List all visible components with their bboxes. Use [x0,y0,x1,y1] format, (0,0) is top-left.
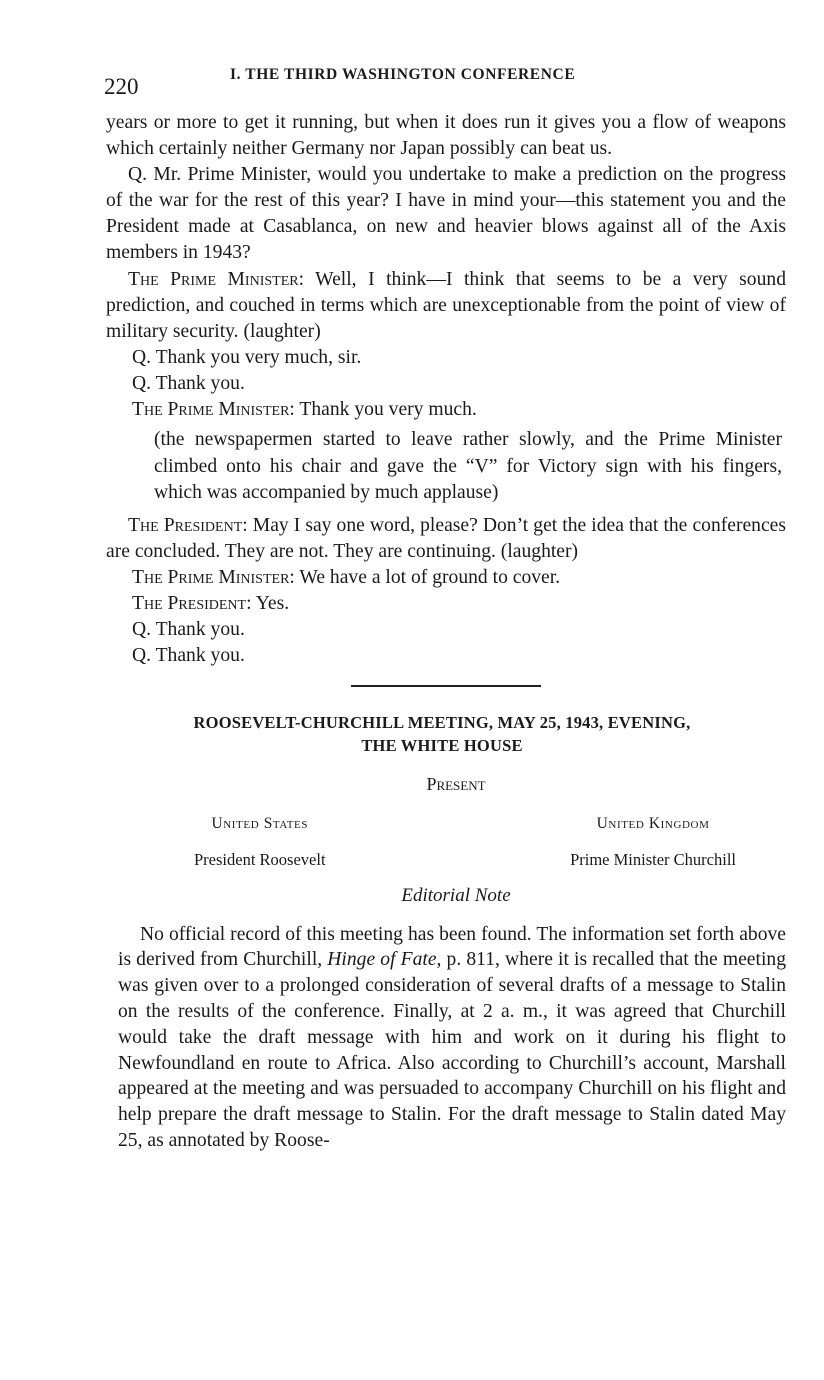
attendee-uk [570,811,736,873]
attendee-us [194,811,326,873]
speaker-name: The Prime Minister [128,268,299,290]
speaker-name: The Prime Minister [132,399,290,421]
speaker-name: The President [132,592,247,614]
paragraph: years or more to get it running, but when it does run it gives you a flow of weapons which certainly neither Germany nor Japan possibly can beat us. [106,112,786,160]
paragraph [106,267,786,345]
paragraph [106,397,786,423]
speaker-name: The Prime Minister [132,566,290,588]
paragraph: Q. Thank you. [132,645,245,667]
speech-text: : Well, I think—I think that seems to be a very sound prediction, and couched in terms which are unexceptionable from the point of view of military security. (laughter) [106,268,786,342]
paragraph [106,565,786,591]
attendee-name: Prime Minister Churchill [570,850,736,870]
speech-text: : May I say one word, please? Don’t get the idea that the conferences are concluded. They are not. They are continuing. (laughter) [106,514,786,562]
speech-text: : Thank you very much. [289,399,477,421]
page-number: 220 [104,74,139,99]
attendees [106,811,786,873]
paragraph: Q. Thank you. [132,372,245,394]
country-label: United States [211,815,309,833]
paragraph: Q. Thank you. [132,619,245,640]
editorial-note-text [118,922,786,1154]
page-body [106,110,786,1154]
paragraph: Q. Mr. Prime Minister, would you undertake to make a prediction on the progress of the war for the rest of this year? I have in mind your—this statement you and the President made at Casablanca, on new and heavier blows against all of the Axis members in 1943? [106,164,786,264]
present-label: Present [426,774,486,795]
meeting-title-line: THE WHITE HOUSE [361,736,523,756]
editorial-note-heading: Editorial Note [401,885,511,907]
running-title: I. THE THIRD WASHINGTON CONFERENCE [230,66,576,83]
note-text: No official record of this meeting has been found. The information set forth above is derived from Churchill, [118,923,786,971]
stage-direction: (the newspapermen started to leave rather slowly, and the Prime Minister climbed onto his chair and gave the “V” for Victory sign with his fingers, which was accompanied by much applause) [154,429,782,504]
book-title: Hinge of Fate [327,949,437,971]
meeting-heading [106,711,786,757]
paragraph [106,513,786,565]
speaker-name: The President [128,514,243,536]
meeting-title-line: ROOSEVELT-CHURCHILL MEETING, MAY 25, 1943, EVENING, [193,713,691,733]
speech-text: : We have a lot of ground to cover. [289,566,561,588]
attendee-name: President Roosevelt [194,850,326,870]
note-text: , p. 811, where it is recalled that the meeting was given over to a prolonged consideration of several drafts of a message to Stalin on the results of the conference. Finally, at 2 a. m., it was agreed that Churchill would take the draft message with him and work on it during his flight to Newfoundland en route to Africa. Also according to Churchill’s account, Marshall appeared at the meeting and was persuaded to accompany Churchill on his flight and help prepare the draft message to Stalin. For the draft message to Stalin dated May 25, as annotated by Roose- [118,949,786,1151]
speech-text: : Yes. [246,592,290,614]
country-label: United Kingdom [596,815,710,833]
paragraph: Q. Thank you very much, sir. [132,346,362,368]
running-head [104,66,794,100]
paragraph [106,591,786,617]
section-divider [351,685,541,687]
